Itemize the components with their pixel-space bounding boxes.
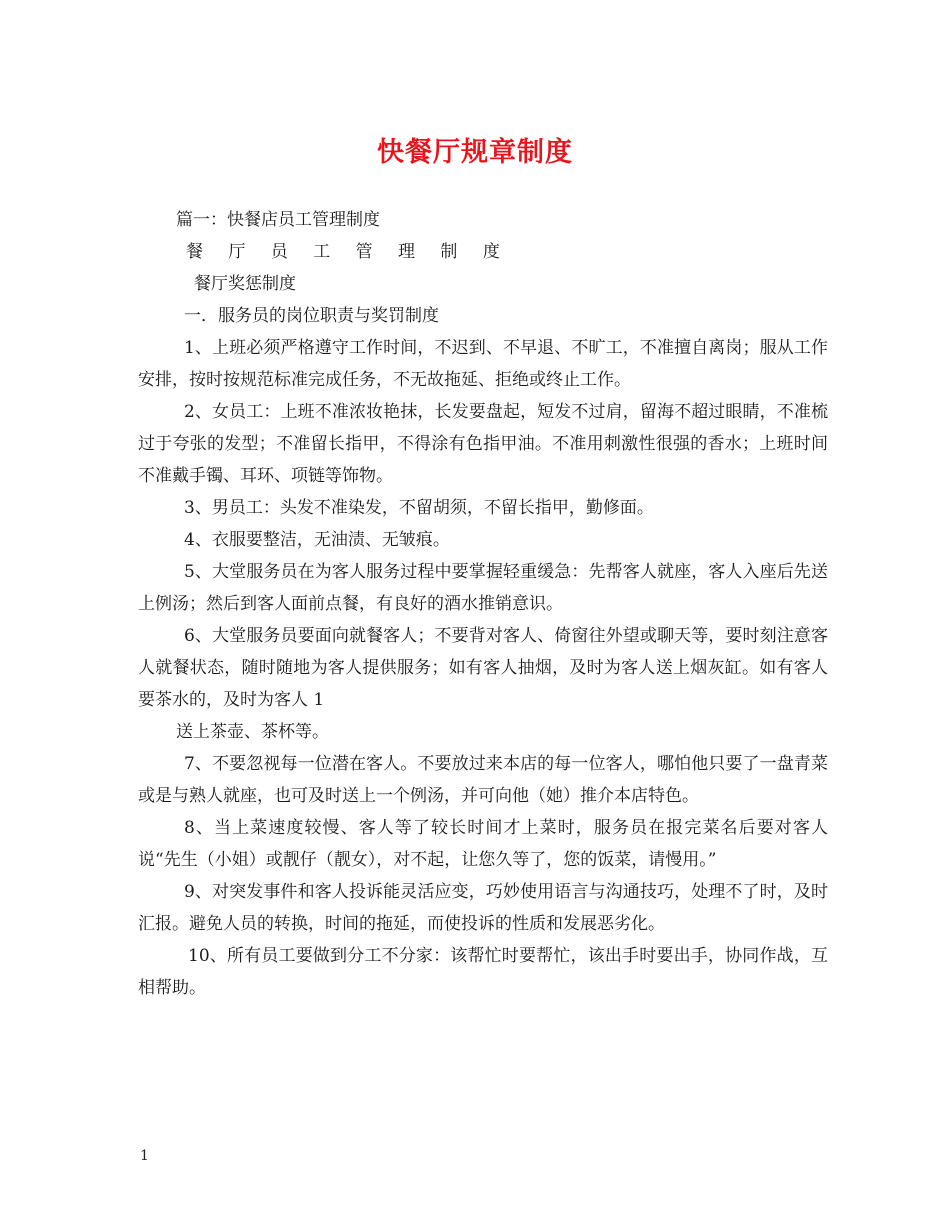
paragraph-4: 4、衣服要整洁，无油渍、无皱痕。: [184, 530, 450, 550]
document-body: [138, 204, 828, 1004]
paragraph-5: 5、大堂服务员在为客人服务过程中要掌握轻重缓急：先帮客人就座，客人入座后先送上例汤；然后到客人面前点餐，有良好的酒水推销意识。: [138, 562, 828, 614]
paragraph-2: 2、女员工：上班不准浓妆艳抹，长发要盘起，短发不过肩，留海不超过眼睛，不准梳过于夸张的发型；不准留长指甲，不得涂有色指甲油。不准用刺激性很强的香水；上班时间不准戴手镯、耳环、项链等饰物。: [138, 402, 828, 486]
sub-heading: 餐 厅 员 工 管 理 制 度: [186, 242, 510, 262]
paragraph-9: 9、对突发事件和客人投诉能灵活应变，巧妙使用语言与沟通技巧，处理不了时，及时汇报。避免人员的转换，时间的拖延，而使投诉的性质和发展恶劣化。: [138, 882, 828, 934]
document-title: 快餐厅规章制度: [377, 137, 573, 168]
paragraph-10: 10、所有员工要做到分工不分家：该帮忙时要帮忙，该出手时要出手，协同作战，互相帮助。: [138, 946, 828, 998]
section-heading: 篇一：快餐店员工管理制度: [176, 210, 380, 230]
page-number: 1: [140, 1148, 149, 1164]
paragraph-6-continued: 送上茶壶、茶杯等。: [176, 722, 329, 742]
paragraph-6: 6、大堂服务员要面向就餐客人；不要背对客人、倚窗往外望或聊天等，要时刻注意客人就餐状态，随时随地为客人提供服务；如有客人抽烟，及时为客人送上烟灰缸。如有客人要茶水的，及时为客人 1: [138, 626, 828, 710]
sub-heading-2: 餐厅奖惩制度: [194, 274, 296, 294]
paragraph-8: 8、当上菜速度较慢、客人等了较长时间才上菜时，服务员在报完菜名后要对客人说“先生（小姐）或靓仔（靓女），对不起，让您久等了，您的饭菜，请慢用。”: [138, 818, 828, 870]
paragraph-7: 7、不要忽视每一位潜在客人。不要放过来本店的每一位客人，哪怕他只要了一盘青菜或是与熟人就座，也可及时送上一个例汤，并可向他（她）推介本店特色。: [138, 754, 828, 806]
paragraph-3: 3、男员工：头发不准染发，不留胡须，不留长指甲，勤修面。: [184, 498, 654, 518]
part-heading: 一．服务员的岗位职责与奖罚制度: [184, 306, 439, 326]
paragraph-1: 1、上班必须严格遵守工作时间，不迟到、不早退、不旷工，不准擅自离岗；服从工作安排，按时按规范标准完成任务，不无故拖延、拒绝或终止工作。: [138, 338, 828, 390]
